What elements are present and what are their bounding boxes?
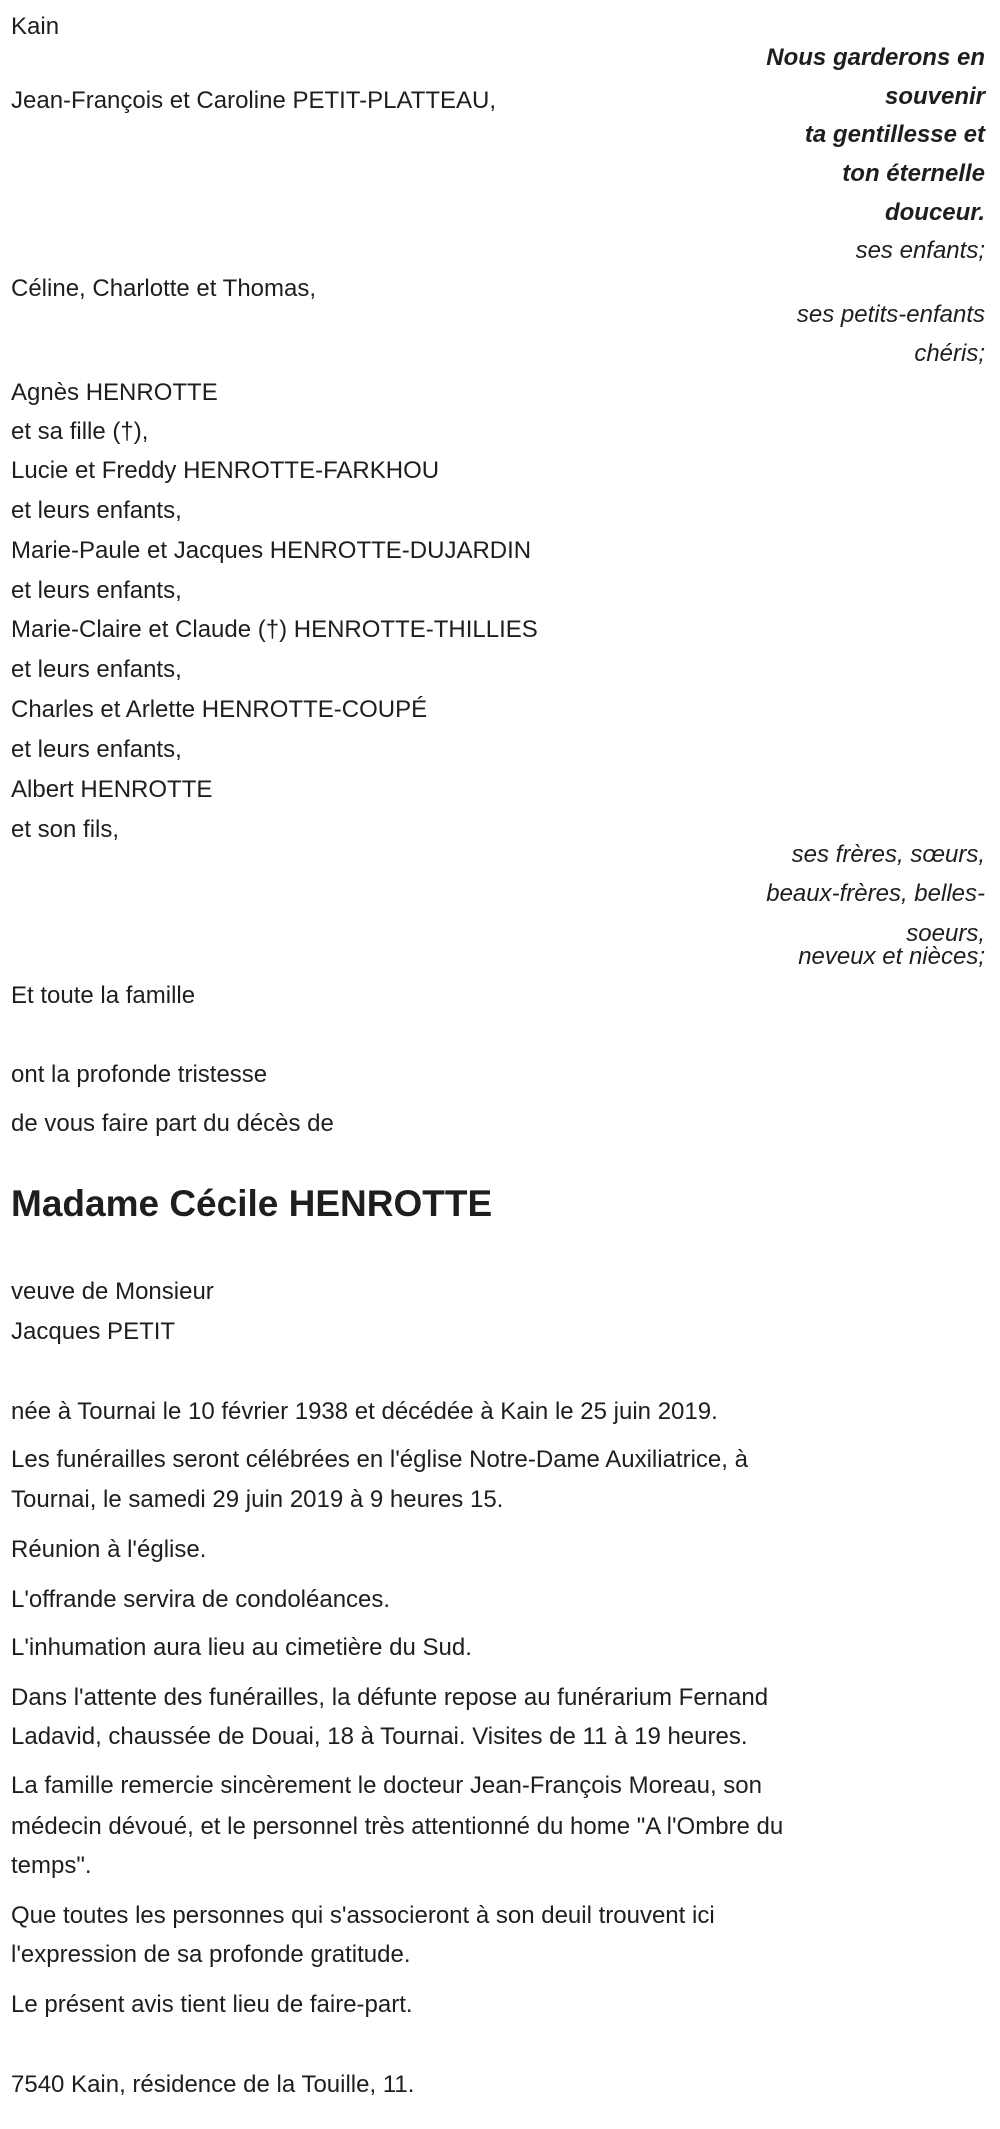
detail-line: Tournai, le samedi 29 juin 2019 à 9 heures 15. [11, 1486, 504, 1513]
grandchildren: Céline, Charlotte et Thomas, [11, 275, 317, 302]
detail-line: L'offrande servira de condoléances. [11, 1586, 391, 1613]
sibling-line: Lucie et Freddy HENROTTE-FARKHOU [11, 457, 440, 484]
detail-line: L'inhumation aura lieu au cimetière du Sud. [11, 1634, 472, 1661]
siblings-role: ses frères, sœurs, [791, 841, 985, 868]
announce-line: de vous faire part du décès de [11, 1110, 334, 1137]
detail-line: née à Tournai le 10 février 1938 et décédée à Kain le 25 juin 2019. [11, 1398, 718, 1425]
detail-line: temps". [11, 1852, 92, 1879]
detail-line: Dans l'attente des funérailles, la défunte repose au funérarium Fernand [11, 1684, 769, 1711]
announce-line: ont la profonde tristesse [11, 1061, 268, 1088]
quote-line: ta gentillesse et [804, 121, 985, 148]
sibling-line: et son fils, [11, 816, 120, 843]
siblings-role: beaux-frères, belles- [766, 880, 985, 907]
detail-line: Que toutes les personnes qui s'associeront à son deuil trouvent ici [11, 1902, 715, 1929]
detail-line: médecin dévoué, et le personnel très attentionné du home "A l'Ombre du [11, 1813, 784, 1840]
siblings-role: neveux et nièces; [798, 943, 985, 970]
detail-line: Le présent avis tient lieu de faire-part. [11, 1991, 413, 2018]
children-role: ses enfants; [855, 237, 985, 264]
grandchildren-role: chéris; [914, 340, 985, 367]
rest-of-family: Et toute la famille [11, 982, 196, 1009]
sibling-line: et leurs enfants, [11, 497, 182, 524]
widow-line: veuve de Monsieur [11, 1278, 214, 1305]
sibling-line: et leurs enfants, [11, 736, 182, 763]
quote-line: ton éternelle [842, 160, 985, 187]
widow-line: Jacques PETIT [11, 1318, 176, 1345]
address: 7540 Kain, résidence de la Touille, 11. [11, 2071, 415, 2098]
children: Jean-François et Caroline PETIT-PLATTEAU, [11, 87, 497, 114]
deceased-name: Madame Cécile HENROTTE [11, 1183, 493, 1224]
sibling-line: et leurs enfants, [11, 656, 182, 683]
quote-line: souvenir [884, 83, 985, 110]
sibling-line: et leurs enfants, [11, 577, 182, 604]
sibling-line: Albert HENROTTE [11, 776, 213, 803]
sibling-line: Marie-Claire et Claude (†) HENROTTE-THILLIES [11, 616, 538, 643]
detail-line: Réunion à l'église. [11, 1536, 207, 1563]
quote-line: douceur. [884, 199, 985, 226]
place: Kain [11, 13, 60, 40]
sibling-line: et sa fille (†), [11, 418, 149, 445]
siblings-role: soeurs, [906, 920, 985, 947]
sibling-line: Charles et Arlette HENROTTE-COUPÉ [11, 696, 428, 723]
quote-line: Nous garderons en [766, 44, 985, 71]
detail-line: Ladavid, chaussée de Douai, 18 à Tournai. Visites de 11 à 19 heures. [11, 1723, 748, 1750]
detail-line: Les funérailles seront célébrées en l'église Notre-Dame Auxiliatrice, à [11, 1446, 748, 1473]
detail-line: l'expression de sa profonde gratitude. [11, 1941, 411, 1968]
grandchildren-role: ses petits-enfants [796, 301, 985, 328]
sibling-line: Marie-Paule et Jacques HENROTTE-DUJARDIN [11, 537, 532, 564]
sibling-line: Agnès HENROTTE [11, 379, 218, 406]
detail-line: La famille remercie sincèrement le docteur Jean-François Moreau, son [11, 1772, 762, 1799]
